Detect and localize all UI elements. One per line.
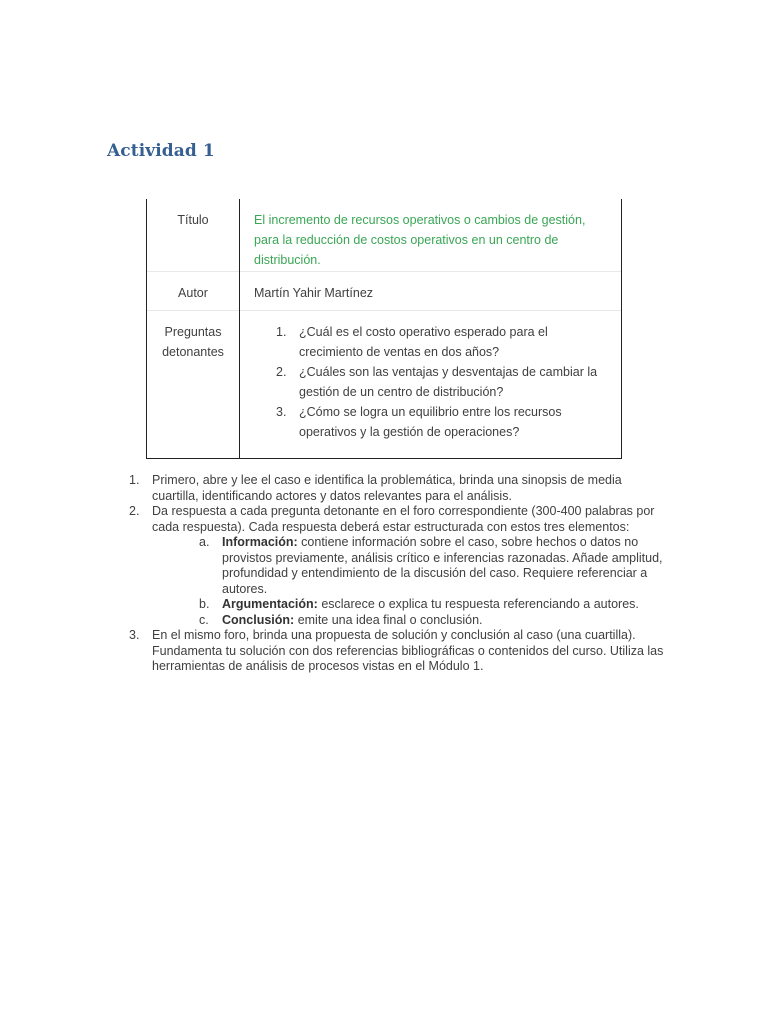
author-value: Martín Yahir Martínez: [240, 272, 622, 311]
questions-label: [147, 311, 240, 459]
table-row-questions: [147, 311, 622, 459]
list-item: [127, 628, 667, 675]
questions-label-line-1: Preguntas: [164, 325, 222, 339]
title-label-text: Título: [177, 213, 209, 227]
question-number: 2.: [276, 365, 287, 379]
list-item: [127, 473, 667, 504]
page-title: Actividad 1: [107, 141, 215, 161]
title-label: [147, 199, 240, 272]
instructions-list: [127, 473, 667, 675]
activity-info-table: [146, 199, 622, 459]
question-number: 3.: [276, 405, 287, 419]
list-item: [276, 402, 611, 442]
question-text: ¿Cuál es el costo operativo esperado para el crecimiento de ventas en dos años?: [299, 325, 548, 359]
table-row-author: [147, 272, 622, 311]
author-label: [147, 272, 240, 311]
sub-item-text: esclarece o explica tu respuesta referenciando a autores.: [317, 597, 639, 611]
instruction-number: 3.: [129, 628, 140, 642]
sub-item-term: Información:: [222, 535, 298, 549]
sub-item-term: Argumentación:: [222, 597, 318, 611]
sub-item-letter: b.: [199, 597, 210, 611]
question-text: ¿Cuáles son las ventajas y desventajas de cambiar la gestión de un centro de distribución?: [299, 365, 598, 399]
list-item: [276, 322, 611, 362]
questions-list: [254, 322, 611, 442]
list-item: [197, 597, 667, 613]
instruction-number: 1.: [129, 473, 140, 487]
sub-item-text: emite una idea final o conclusión.: [294, 612, 483, 627]
sub-item-letter: a.: [199, 535, 210, 549]
question-text: ¿Cómo se logra un equilibrio entre los recursos operativos y la gestión de operaciones?: [299, 405, 562, 439]
list-item: [197, 535, 667, 597]
sub-item-letter: c.: [199, 612, 209, 627]
elements-sub-list: [152, 535, 667, 628]
list-item: [276, 362, 611, 402]
questions-label-line-2: detonantes: [162, 345, 224, 359]
title-value: El incremento de recursos operativos o cambios de gestión, para la reducción de costos operativos en un centro de distribución.: [240, 199, 622, 272]
author-label-text: Autor: [178, 286, 208, 300]
instruction-text: Da respuesta a cada pregunta detonante en el foro correspondiente (300-400 palabras por cada respuesta). Cada respuesta deberá estar estructurada con estos tres elementos:: [152, 504, 655, 534]
table-row-title: [147, 199, 622, 272]
sub-item-text: contiene información sobre el caso, sobre hechos o datos no provistos previamente, análisis crítico e inferencias razonadas. Añade amplitud, profundidad y entendimiento de la discusión del caso. Requiere referenciar a autores.: [222, 535, 663, 596]
list-item: [197, 613, 667, 629]
list-item: [127, 504, 667, 628]
sub-item-term: Conclusión:: [222, 612, 295, 627]
instruction-text: En el mismo foro, brinda una propuesta de solución y conclusión al caso (una cuartilla). Fundamenta tu solución con dos referencias bibliográficas o contenidos del curso. Utiliza las herramientas de análisis de procesos vistas en el Módulo 1.: [152, 628, 664, 673]
questions-value: [240, 311, 622, 459]
instruction-number: 2.: [129, 504, 140, 518]
instruction-text: Primero, abre y lee el caso e identifica la problemática, brinda una sinopsis de media cuartilla, identificando actores y datos relevantes para el análisis.: [152, 473, 622, 503]
question-number: 1.: [276, 325, 287, 339]
